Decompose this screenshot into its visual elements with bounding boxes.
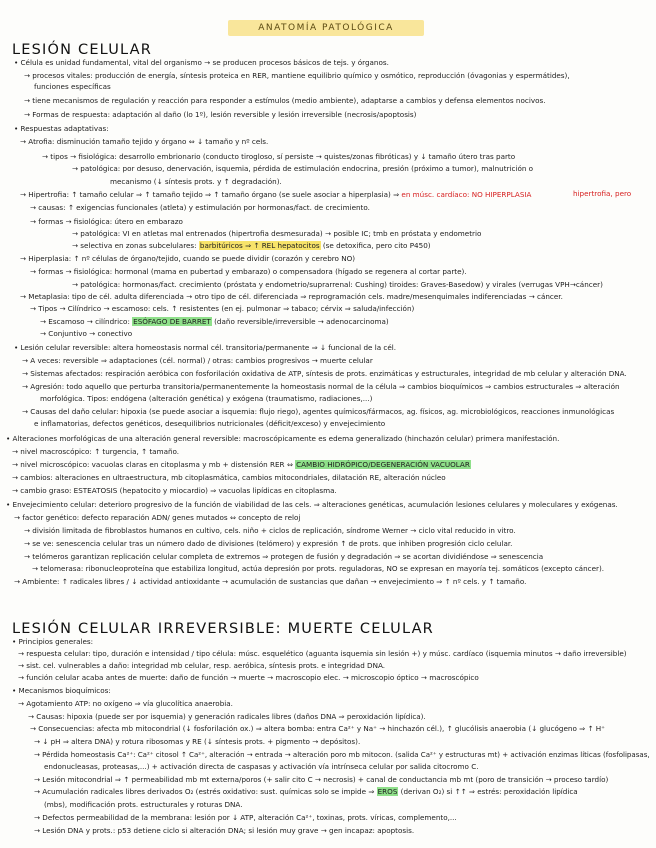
note-line: [30, 217, 183, 226]
note-line: [12, 447, 179, 456]
note-line: [34, 82, 111, 91]
line-text: • Mecanismos bioquímicos:: [12, 686, 111, 695]
note-line: [24, 71, 570, 80]
line-text: endonucleasas, proteasas,...) + activación directa de caspasas y activación vía intrínseca celular por salida citocromo C.: [44, 762, 479, 771]
line-text: → patológica: hormonas/fact. crecimiento (próstata y endometrio/suprarrenal: Cushing) tiroides: Graves-Basedow) y virales (verrugas VPH→cáncer): [72, 280, 603, 289]
side-note: hipertrofia, pero: [573, 189, 632, 198]
line-text: → Lesión DNA y prots.: p53 detiene ciclo si alteración DNA; si lesión muy grave → gen incapaz: apoptosis.: [34, 826, 415, 835]
note-line: [6, 500, 618, 509]
line-text: → Hipertrofia: ↑ tamaño celular ⇒ ↑ tamaño tejido ⇒ ↑ tamaño órgano (se suele asociar a hiperplasia) ⇒: [20, 190, 402, 199]
line-text: (derivan O₂) si ↑↑ ⇒ estrés: peroxidación lipídica: [398, 787, 578, 796]
note-line: [24, 552, 543, 561]
note-line: [24, 526, 516, 535]
note2-line: [18, 699, 233, 708]
note2-line: [12, 637, 93, 646]
line-text: → patológica: por desuso, denervación, isquemia, pérdida de estimulación endocrina, presión (próximo a tumor), malnutrición o: [72, 164, 534, 173]
line-text: • Lesión celular reversible: altera homeostasis normal cél. transitoria/permanente ⇒ ↓ funcional de la cél.: [14, 343, 397, 352]
note-line: [40, 317, 389, 326]
note-line: [6, 434, 559, 443]
line-text: → Causas: hipoxia (puede ser por isquemia) y generación radicales libres (daños DNA ⇒ peroxidación lipídica).: [28, 712, 426, 721]
note-line: [34, 419, 385, 428]
note-line: [42, 152, 515, 161]
note-line: [14, 577, 526, 586]
note-line: [24, 96, 546, 105]
line-text: morfológica. Tipos: endógena (alteración genética) y exógena (traumatismo, radiaciones,...): [40, 394, 373, 403]
note-line: [12, 486, 337, 495]
note2-line: [34, 750, 650, 759]
note-line: [22, 369, 627, 378]
note2-line: [34, 737, 360, 746]
note-line: [32, 564, 604, 573]
line-text: → formas → fisiológica: hormonal (mama en pubertad y embarazo) o compensadora (hígado se regenera al cortar parte).: [30, 267, 467, 276]
line-text: → telómeros garantizan replicación celular completa de extremos ⇒ protegen de fusión y degradación ⇒ se acortan dividiéndose ⇒ senescencia: [24, 552, 544, 561]
note-line: [22, 356, 373, 365]
line-text: → selectiva en zonas subcelulares:: [72, 241, 199, 250]
line-text: (se detoxifica, pero cito P450): [320, 241, 431, 250]
line-text: → función celular acaba antes de muerte: daño de función → muerte → macroscopio elec. → microscopio óptico → macroscópico: [18, 673, 479, 682]
line-text: → Acumulación radicales libres derivados O₂ (estrés oxidativo: sust. químicas solo se impide ⇒: [34, 787, 377, 796]
line-text: → nivel microscópico: vacuolas claras en citoplasma y mb + distensión RER ⇔: [12, 460, 296, 469]
line-text: → Consecuencias: afecta mb mitocondrial (↓ fosforilación ox.) ⇒ altera bomba: entra Ca²⁺ y Na⁺ → hinchazón cél.), ↑ glucólisis anaerobia (↓ glucógeno ⇒ ↑ H⁺: [30, 724, 605, 733]
note-line: [40, 394, 372, 403]
line-text: → se ve: senescencia celular tras un número dado de divisiones (telómero) y expresión ↑ de prots. que inhiben progresión ciclo celular.: [24, 539, 513, 548]
line-text: → tiene mecanismos de regulación y reacción para responder a estímulos (medio ambiente), adaptarse a cambios y defensa elementos nocivos.: [24, 96, 546, 105]
line-text: → nivel macroscópico: ↑ turgencia, ↑ tamaño.: [12, 447, 180, 456]
note-line: [20, 137, 268, 146]
document-title: ANATOMÍA PATOLÓGICA: [228, 20, 424, 36]
line-text: → Sistemas afectados: respiración aeróbica con fosforilación oxidativa de ATP, síntesis de prots. enzimáticas y estructurales, integridad de mb celular y alteración DNA.: [22, 369, 627, 378]
line-text: → Conjuntivo → conectivo: [40, 329, 133, 338]
note-line: [110, 177, 282, 186]
note2-line: [34, 787, 578, 796]
line-text: → formas → fisiológica: útero en embarazo: [30, 217, 183, 226]
note2-line: [34, 826, 414, 835]
line-text: → respuesta celular: tipo, duración e intensidad / tipo célula: músc. esquelético (aguanta isquemia sin lesión +) y músc. cardíaco (isquemia minutos → daño irreversible): [18, 649, 627, 658]
line-text: • Envejecimiento celular: deterioro progresivo de la función de viabilidad de las cels. ⇒ alteraciones genéticas, acumulación lesiones celulares y moleculares y exógenas.: [6, 500, 618, 509]
line-text: → factor genético: defecto reparación ADN/ genes mutados ⇔ concepto de reloj: [14, 513, 301, 522]
line-text: → Tipos → Cilíndrico → escamoso: cels. ↑ resistentes (en ej. pulmonar ⇒ tabaco; cérvix ⇒ saluda/infección): [30, 304, 415, 313]
line-text: → Lesión mitocondrial ⇒ ↑ permeabilidad mb mt externa/poros (+ salir cito C → necrosis) + canal de conductancia mb mt (poro de transición → proceso tardío): [34, 775, 609, 784]
note-line: [12, 460, 471, 469]
note-line: [72, 280, 603, 289]
note-line: [20, 190, 531, 199]
note2-line: [44, 762, 479, 771]
line-text: (mbs), modificación prots. estructurales y roturas DNA.: [44, 800, 243, 809]
note-line: [14, 58, 389, 67]
note2-line: [28, 712, 426, 721]
line-text: → Ambiente: ↑ radicales libres / ↓ actividad antioxidante → acumulación de sustancias que dañan → envejecimiento ⇒ ↑ nº cels. y ↑ tamaño.: [14, 577, 527, 586]
note-line: [12, 473, 446, 482]
line-text: → Causas del daño celular: hipoxia (se puede asociar a isquemia: flujo riego), agentes químicos/fármacos, ag. físicos, ag. microbiológicos, reacciones inmunológicas: [22, 407, 615, 416]
line-text: → cambio graso: ESTEATOSIS (hepatocito y miocardio) ⇒ vacuolas lipídicas en citoplasma.: [12, 486, 337, 495]
line-text: mecanismo (↓ síntesis prots. y ↑ degradación).: [110, 177, 282, 186]
line-text: → patológica: VI en atletas mal entrenados (hipertrofia desmesurada) → posible IC; tmb en próstata y endometrio: [72, 229, 482, 238]
red-note: en músc. cardíaco: NO HIPERPLASIA: [401, 190, 532, 199]
line-text: → Metaplasia: tipo de cél. adulta diferenciada → otro tipo de cél. diferenciada ⇒ reprogramación cels. madre/mesenquimales indiferenciadas → cáncer.: [20, 292, 563, 301]
line-text: funciones específicas: [34, 82, 111, 91]
note2-line: [18, 649, 627, 658]
note-line: [22, 407, 614, 416]
line-text: → ↓ pH ⇒ altera DNA) y rotura ribosomas y RE (↓ síntesis prots. + pigmento → depósitos).: [34, 737, 361, 746]
note-line: [20, 292, 563, 301]
section-title-muerte-celular: LESIÓN CELULAR IRREVERSIBLE: MUERTE CELULAR: [12, 621, 434, 637]
line-text: → Agresión: todo aquello que perturba transitoria/permanentemente la homeostasis normal de la célula ⇒ cambios bioquímicos ⇒ cambios estructurales ⇒ alteración: [22, 382, 620, 391]
line-text: e inflamatorias, defectos genéticos, desequilibrios nutricionales (déficit/exceso) y envejecimiento: [34, 419, 386, 428]
line-text: → Defectos permeabilidad de la membrana: lesión por ↓ ATP, alteración Ca²⁺, toxinas, prots. víricas, complemento,...: [34, 813, 457, 822]
section-title-lesion-celular: LESIÓN CELULAR: [12, 42, 153, 58]
note-line: [14, 343, 396, 352]
note-line: [30, 203, 370, 212]
line-text: • Principios generales:: [12, 637, 94, 646]
line-text: • Alteraciones morfológicas de una alteración general reversible: macroscópicamente es edema generalizado (hinchazón celular) primera manifestación.: [6, 434, 560, 443]
line-text: → sist. cel. vulnerables a daño: integridad mb celular, resp. aeróbica, síntesis prots. e integridad DNA.: [18, 661, 386, 670]
line-text: → Hiperplasia: ↑ nº células de órgano/tejido, cuando se puede dividir (corazón y cerebro NO): [20, 254, 356, 263]
line-text: → A veces: reversible ⇒ adaptaciones (cél. normal) / otras: cambios progresivos → muerte celular: [22, 356, 373, 365]
note2-line: [30, 724, 605, 733]
line-text: • Respuestas adaptativas:: [14, 124, 109, 133]
note-line: [72, 164, 533, 173]
note-line: [30, 304, 414, 313]
note2-line: [18, 661, 385, 670]
line-text: → causas: ↑ exigencias funcionales (atleta) y estimulación por hormonas/fact. de crecimiento.: [30, 203, 370, 212]
note2-line: [44, 800, 243, 809]
line-text: • Célula es unidad fundamental, vital del organismo → se producen procesos básicos de tejs. y órganos.: [14, 58, 389, 67]
line-text: → Atrofia: disminución tamaño tejido y órgano ⇔ ↓ tamaño y nº cels.: [20, 137, 269, 146]
line-text: → división limitada de fibroblastos humanos en cultivo, cels. niño + ciclos de replicación, síndrome Werner → ciclo vital reducido in vitro.: [24, 526, 516, 535]
note-line: [22, 382, 620, 391]
note-line: [72, 241, 431, 250]
note-line: [14, 513, 300, 522]
line-text: → Formas de respuesta: adaptación al daño (lo 1º), lesión reversible y lesión irreversible (necrosis/apoptosis): [24, 110, 417, 119]
note-line: [30, 267, 467, 276]
highlight-yellow: barbitúricos ⇒ ↑ REL hepatocitos: [199, 241, 320, 250]
line-text: → Agotamiento ATP: no oxígeno ⇒ vía glucolítica anaerobia.: [18, 699, 233, 708]
highlight-green: CAMBIO HIDRÓPICO/DEGENERACIÓN VACUOLAR: [296, 460, 470, 469]
highlight-green: ESÓFAGO DE BARRET: [133, 317, 211, 326]
note-line: [24, 539, 512, 548]
note-line: [20, 254, 355, 263]
note-line: [72, 229, 481, 238]
line-text: → cambios: alteraciones en ultraestructura, mb citoplasmática, cambios mitocondriales, dilatación RE, alteración núcleo: [12, 473, 446, 482]
line-text: → procesos vitales: producción de energía, síntesis proteica en RER, mantiene equilibrio químico y osmótico, reproducción (óvagonias y espermátides),: [24, 71, 570, 80]
line-text: (daño reversible/irreversible → adenocarcinoma): [211, 317, 389, 326]
note-line: [14, 124, 109, 133]
note2-line: [34, 813, 457, 822]
line-text: → telomerasa: ribonucleoproteína que estabiliza longitud, actúa depresión por prots. reguladoras, NO se expresan en mayoría tej. somáticos (excepto cáncer).: [32, 564, 605, 573]
note-line: [24, 110, 416, 119]
note2-line: [12, 686, 111, 695]
line-text: → Pérdida homeostasis Ca²⁺: Ca²⁺ citosol ↑ Ca²⁺, alteración → entrada → alteración poro mb mitocon. (salida Ca²⁺ y estructuras mt) + activación enzimas líticas (fosfolipasas,: [34, 750, 650, 759]
line-text: → tipos → fisiológica: desarrollo embrionario (conducto tirogloso, sí persiste → quistes/zonas fibróticas) y ↓ tamaño útero tras parto: [42, 152, 516, 161]
note-line: [40, 329, 132, 338]
line-text: → Escamoso → cilíndrico:: [40, 317, 133, 326]
note2-line: [18, 673, 479, 682]
note2-line: [34, 775, 608, 784]
highlight-green: EROS: [377, 787, 398, 796]
